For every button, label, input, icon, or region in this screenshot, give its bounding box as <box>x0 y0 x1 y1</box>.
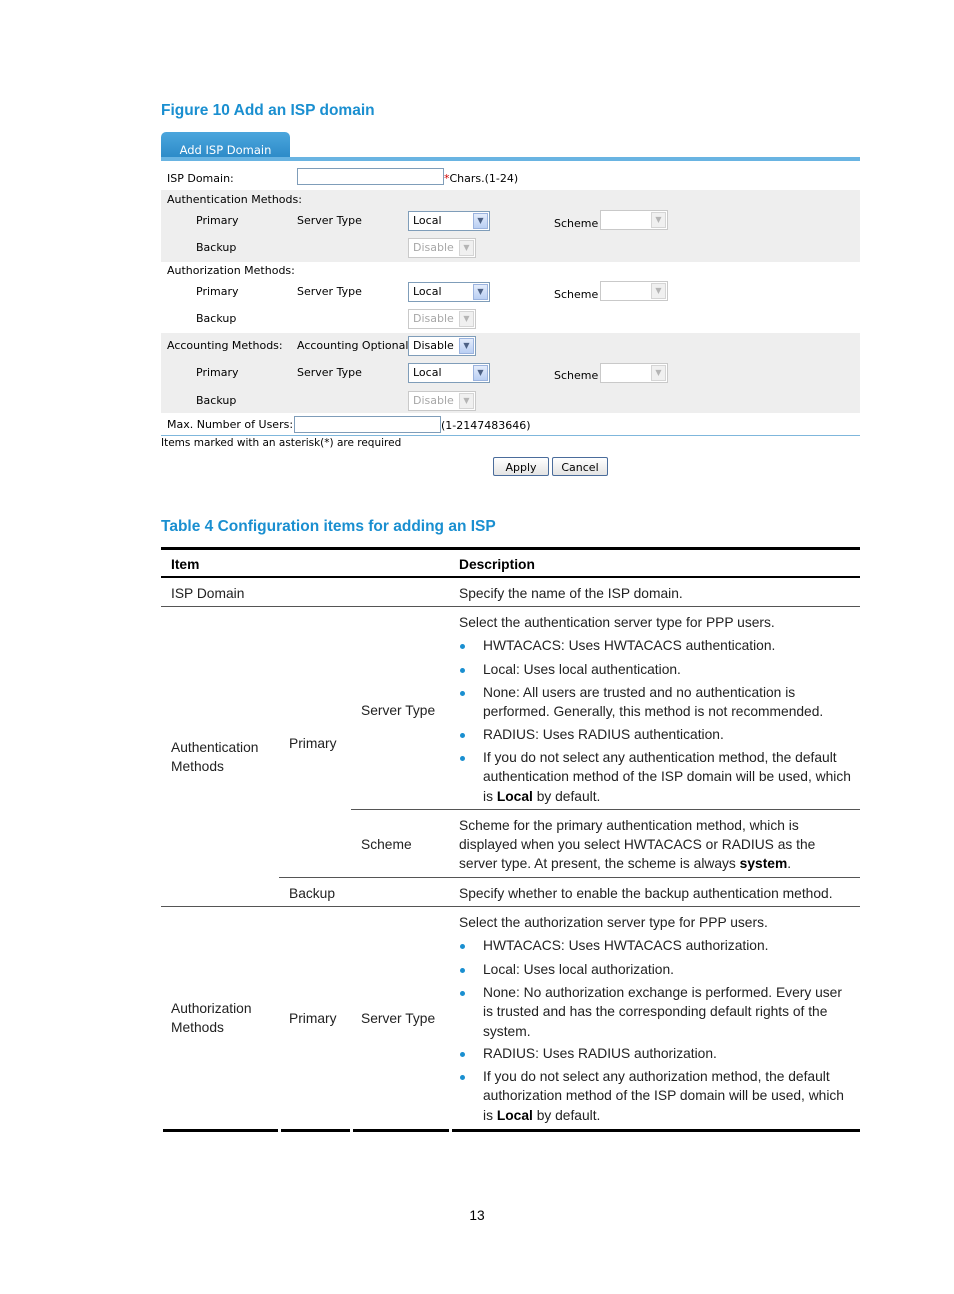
acct-primary-label: Primary <box>196 366 239 379</box>
table-bottom-rule <box>281 1129 350 1132</box>
auth-scheme-label: Scheme <box>554 217 599 230</box>
text-fragment: . <box>787 856 792 871</box>
auth-scheme-line3 <box>459 856 791 871</box>
acct-server-type-label: Server Type <box>297 366 362 379</box>
acct-server-type-value: Local <box>413 366 442 379</box>
authz-methods-label: Authorization Methods: <box>167 264 295 277</box>
isp-domain-desc: Specify the name of the ISP domain. <box>459 586 683 601</box>
authz-bullet-5-line2: authorization method of the ISP domain will be used, which <box>483 1088 844 1103</box>
authz-bullet-5-line3 <box>483 1108 600 1123</box>
acct-scheme-select[interactable] <box>600 363 668 383</box>
isp-domain-label: ISP Domain: <box>167 172 234 185</box>
authz-primary-label: Primary <box>196 285 239 298</box>
figure-caption: Figure 10 Add an ISP domain <box>161 102 375 119</box>
row-divider <box>161 606 860 607</box>
auth-item-line1: Authentication <box>171 740 259 755</box>
auth-item-line2: Methods <box>171 759 224 774</box>
acct-server-type-select[interactable] <box>408 363 490 383</box>
page-number: 13 <box>469 1208 485 1223</box>
table-bottom-rule <box>452 1129 860 1132</box>
tab-underline <box>161 157 860 161</box>
authz-server-type-select[interactable] <box>408 282 490 302</box>
auth-bullet-5-line2: authentication method of the ISP domain will be used, which <box>483 769 851 784</box>
auth-backup-desc: Specify whether to enable the backup authentication method. <box>459 886 833 901</box>
chevron-down-icon: ▼ <box>459 393 474 409</box>
authz-server-type: Server Type <box>361 1011 436 1026</box>
authz-intro: Select the authorization server type for PPP users. <box>459 915 768 930</box>
auth-backup-label: Backup <box>196 241 237 254</box>
auth-server-type-label: Server Type <box>297 214 362 227</box>
chevron-down-icon: ▼ <box>473 365 488 381</box>
bullet-icon <box>460 1075 465 1080</box>
chevron-down-icon: ▼ <box>651 283 666 299</box>
table-top-rule <box>161 547 860 550</box>
auth-scheme-select[interactable] <box>600 210 668 230</box>
authz-backup-select[interactable] <box>408 309 476 329</box>
authz-bullet-1: HWTACACS: Uses HWTACACS authorization. <box>483 938 769 953</box>
authz-bullet-5-line1: If you do not select any authorization method, the default <box>483 1069 830 1084</box>
auth-bullet-5-line3 <box>483 789 600 804</box>
authz-bullet-3-line3: system. <box>483 1024 531 1039</box>
bullet-icon <box>460 1052 465 1057</box>
auth-scheme-line1: Scheme for the primary authentication method, which is <box>459 818 799 833</box>
chevron-down-icon: ▼ <box>651 212 666 228</box>
chevron-down-icon: ▼ <box>459 311 474 327</box>
authz-primary: Primary <box>289 1011 337 1026</box>
acct-methods-label: Accounting Methods: <box>167 339 283 352</box>
accounting-optional-value: Disable <box>413 339 454 352</box>
auth-intro: Select the authentication server type for PPP users. <box>459 615 775 630</box>
isp-domain-input[interactable] <box>297 168 444 185</box>
row-divider <box>351 809 860 810</box>
chevron-down-icon: ▼ <box>473 284 488 300</box>
cancel-button[interactable]: Cancel <box>552 457 608 476</box>
text-fragment: by default. <box>532 789 601 804</box>
auth-scheme-line2: displayed when you select HWTACACS or RADIUS as the <box>459 837 816 852</box>
bullet-icon <box>460 668 465 673</box>
authz-backup-label: Backup <box>196 312 237 325</box>
apply-button[interactable]: Apply <box>493 457 549 476</box>
table-caption: Table 4 Configuration items for adding an ISP <box>161 518 496 535</box>
auth-backup-select[interactable] <box>408 238 476 258</box>
isp-domain-item: ISP Domain <box>171 586 245 601</box>
authz-bullet-3-line1: None: No authorization exchange is performed. Every user <box>483 985 842 1000</box>
chevron-down-icon: ▼ <box>459 240 474 256</box>
required-asterisk: * <box>444 172 450 185</box>
acct-backup-value: Disable <box>413 394 454 407</box>
form-divider <box>161 435 860 436</box>
tab-add-isp-domain[interactable]: Add ISP Domain <box>161 132 290 160</box>
acct-backup-select[interactable] <box>408 391 476 411</box>
table-bottom-rule <box>353 1129 449 1132</box>
bullet-icon <box>460 944 465 949</box>
bullet-icon <box>460 991 465 996</box>
auth-primary: Primary <box>289 736 337 751</box>
auth-server-type-select[interactable] <box>408 211 490 231</box>
auth-server-type: Server Type <box>361 703 436 718</box>
bullet-icon <box>460 968 465 973</box>
auth-bullet-5-line1: If you do not select any authentication method, the default <box>483 750 837 765</box>
header-description: Description <box>459 557 535 572</box>
accounting-optional-select[interactable] <box>408 336 476 356</box>
add-isp-domain-form <box>161 130 860 480</box>
text-fragment: is <box>483 789 497 804</box>
text-fragment: by default. <box>532 1108 601 1123</box>
authz-bullet-4: RADIUS: Uses RADIUS authorization. <box>483 1046 717 1061</box>
max-users-hint: (1-2147483646) <box>441 419 531 432</box>
authz-scheme-select[interactable] <box>600 281 668 301</box>
authz-item-line1: Authorization <box>171 1001 252 1016</box>
auth-bullet-1: HWTACACS: Uses HWTACACS authentication. <box>483 638 776 653</box>
auth-methods-label: Authentication Methods: <box>167 193 302 206</box>
authz-server-type-value: Local <box>413 285 442 298</box>
chevron-down-icon: ▼ <box>651 365 666 381</box>
auth-backup: Backup <box>289 886 336 901</box>
auth-bullet-2: Local: Uses local authentication. <box>483 662 681 677</box>
authz-backup-value: Disable <box>413 312 454 325</box>
auth-bullet-4: RADIUS: Uses RADIUS authentication. <box>483 727 724 742</box>
text-fragment: server type. At present, the scheme is always <box>459 856 740 871</box>
table-bottom-rule <box>163 1129 278 1132</box>
bullet-icon <box>460 733 465 738</box>
isp-domain-hint-text: Chars.(1-24) <box>449 172 519 185</box>
keyword-local: Local <box>496 789 533 804</box>
header-item: Item <box>171 557 200 572</box>
required-note: Items marked with an asterisk(*) are required <box>161 437 402 449</box>
isp-domain-hint <box>444 172 518 185</box>
auth-primary-label: Primary <box>196 214 239 227</box>
max-users-input[interactable] <box>294 416 441 433</box>
auth-backup-value: Disable <box>413 241 454 254</box>
header-rule <box>161 576 860 578</box>
chevron-down-icon: ▼ <box>459 338 474 354</box>
authz-item-line2: Methods <box>171 1020 224 1035</box>
row-divider <box>161 906 860 907</box>
row-divider <box>279 877 860 878</box>
authz-scheme-label: Scheme <box>554 288 599 301</box>
authz-bullet-2: Local: Uses local authorization. <box>483 962 674 977</box>
keyword-system: system <box>739 856 788 871</box>
auth-scheme: Scheme <box>361 837 412 852</box>
accounting-optional-label: Accounting Optional <box>297 339 409 352</box>
keyword-local: Local <box>496 1108 533 1123</box>
authz-bullet-3-line2: is trusted and has the corresponding default rights of the <box>483 1004 828 1019</box>
auth-bullet-3-line2: performed. Generally, this method is not recommended. <box>483 704 824 719</box>
auth-server-type-value: Local <box>413 214 442 227</box>
bullet-icon <box>460 644 465 649</box>
bullet-icon <box>460 756 465 761</box>
acct-backup-label: Backup <box>196 394 237 407</box>
text-fragment: is <box>483 1108 497 1123</box>
authz-server-type-label: Server Type <box>297 285 362 298</box>
bullet-icon <box>460 691 465 696</box>
auth-bullet-3-line1: None: All users are trusted and no authentication is <box>483 685 796 700</box>
chevron-down-icon: ▼ <box>473 213 488 229</box>
acct-scheme-label: Scheme <box>554 369 599 382</box>
max-users-label: Max. Number of Users: <box>167 418 294 431</box>
